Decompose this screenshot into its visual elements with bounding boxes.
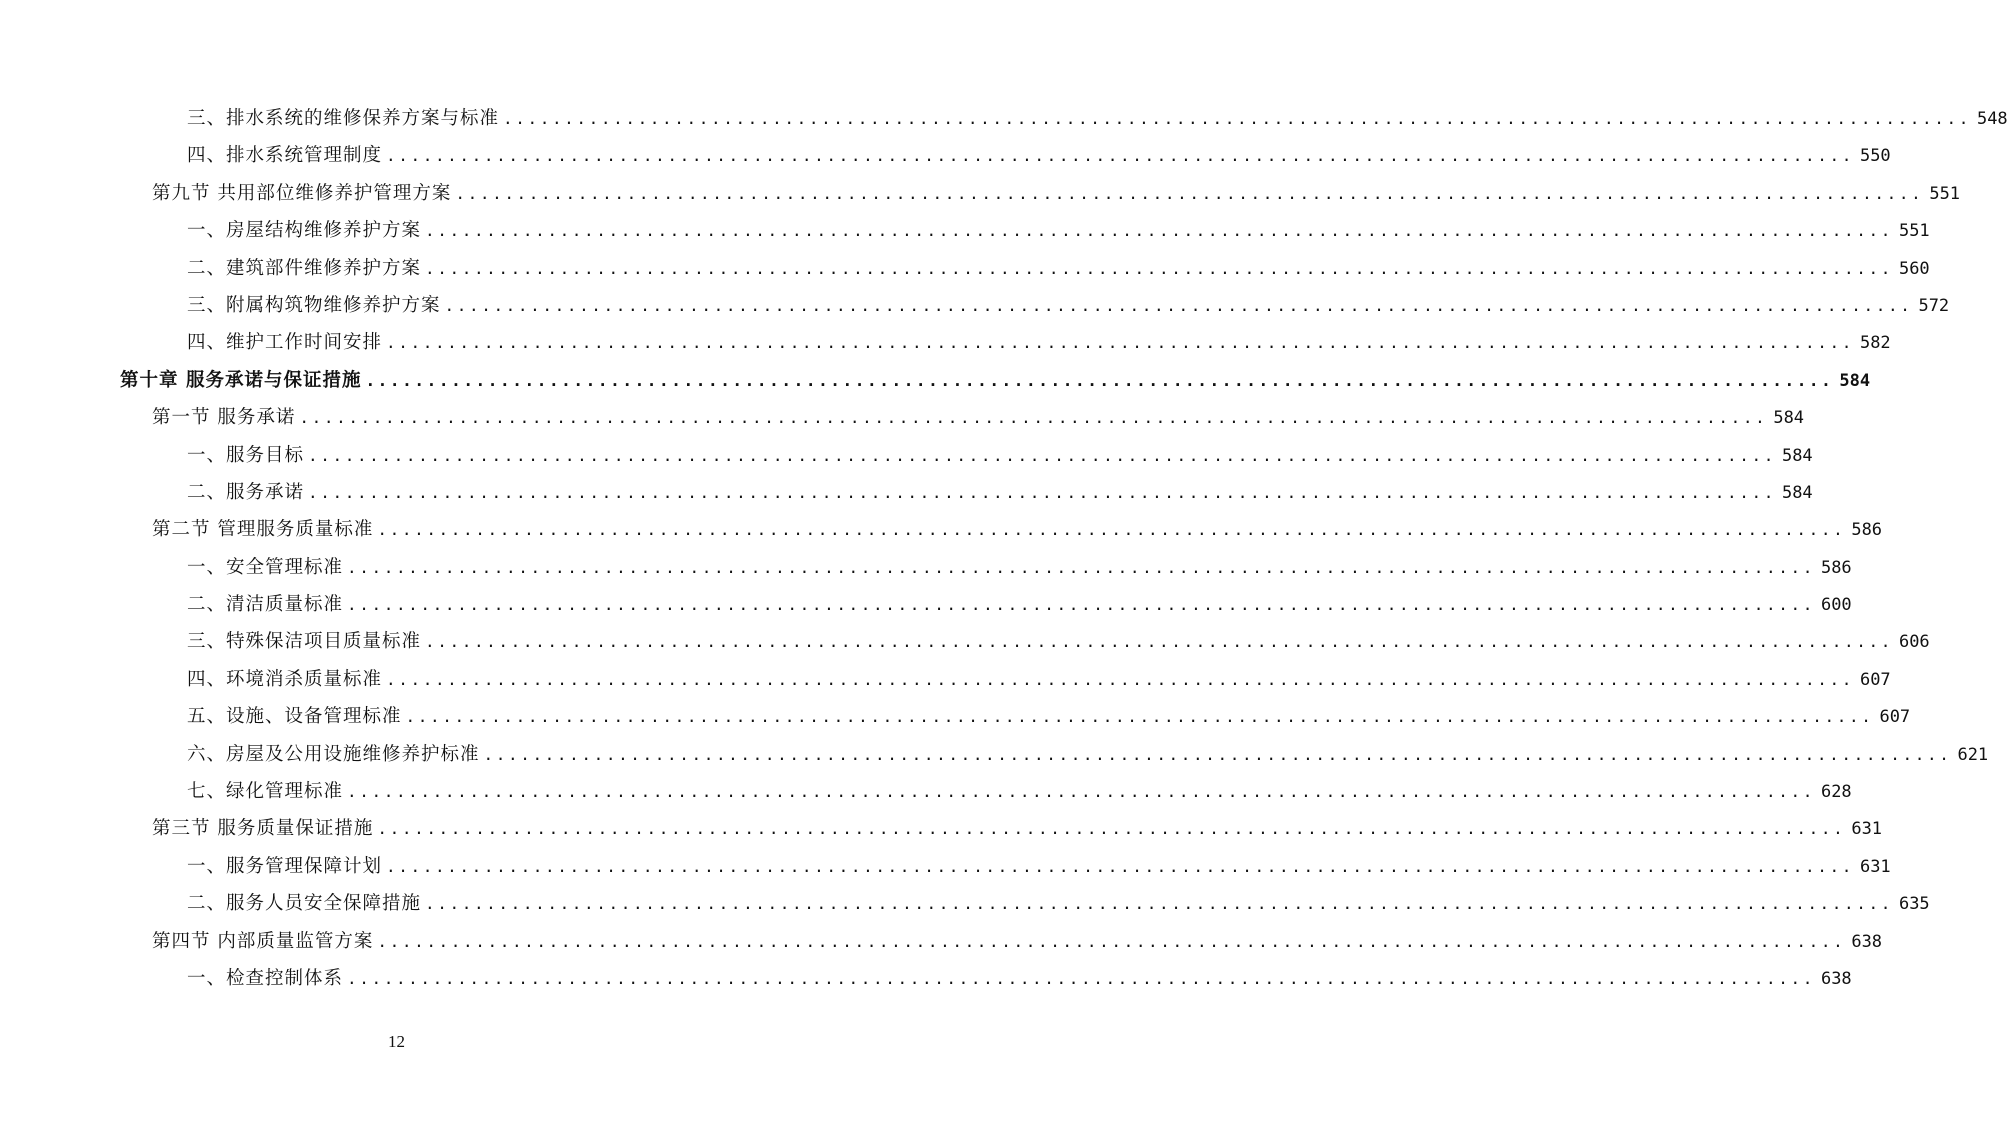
toc-dot-leader: ........................................................................................................................ bbox=[377, 931, 1846, 951]
toc-entry-page: 635 bbox=[1898, 894, 1930, 915]
toc-subsection-entry bbox=[0, 960, 1852, 997]
toc-entry-line bbox=[187, 698, 1911, 735]
toc-entry-title: 第二节 管理服务质量标准 bbox=[152, 519, 374, 541]
toc-entry-page: 584 bbox=[1781, 482, 1813, 503]
toc-entry-line bbox=[187, 586, 1852, 623]
toc-entry-line bbox=[187, 549, 1852, 586]
toc-subsection-entry bbox=[0, 586, 1852, 623]
toc-subsection-entry bbox=[0, 773, 1852, 810]
toc-dot-leader: ........................................................................................................................ bbox=[377, 819, 1846, 839]
toc-entry-title: 第四节 内部质量监管方案 bbox=[152, 930, 374, 952]
toc-entry-line bbox=[187, 100, 2008, 137]
toc-dot-leader: ........................................................................................................................ bbox=[299, 408, 1768, 428]
toc-entry-page: 550 bbox=[1859, 146, 1891, 167]
toc-entry-page: 572 bbox=[1918, 295, 1950, 316]
toc-subsection-entry bbox=[0, 661, 1891, 698]
toc-entry-line bbox=[187, 287, 1950, 324]
toc-dot-leader: ........................................................................................................................ bbox=[425, 894, 1893, 914]
toc-entry-title: 第十章 服务承诺与保证措施 bbox=[120, 369, 362, 391]
toc-entry-title: 三、特殊保洁项目质量标准 bbox=[187, 631, 422, 653]
toc-entry-line bbox=[152, 511, 1883, 548]
toc-entry-page: 638 bbox=[1820, 968, 1852, 989]
toc-entry-title: 一、服务目标 bbox=[187, 444, 305, 466]
toc-section-entry bbox=[0, 399, 1805, 436]
toc-dot-leader: ........................................................................................................................ bbox=[483, 744, 1952, 764]
toc-subsection-entry bbox=[0, 885, 1930, 922]
toc-section-entry bbox=[0, 810, 1883, 847]
toc-entry-title: 五、设施、设备管理标准 bbox=[187, 706, 402, 728]
toc-subsection-entry bbox=[0, 287, 1950, 324]
toc-entry-page: 606 bbox=[1898, 632, 1930, 653]
toc-dot-leader: ........................................................................................................................ bbox=[347, 595, 1815, 615]
toc-subsection-entry bbox=[0, 250, 1930, 287]
toc-entry-title: 二、建筑部件维修养护方案 bbox=[187, 257, 422, 279]
toc-entry-title: 第三节 服务质量保证措施 bbox=[152, 818, 374, 840]
toc-entry-title: 六、房屋及公用设施维修养护标准 bbox=[187, 743, 480, 765]
toc-dot-leader: ........................................................................................................................ bbox=[386, 333, 1854, 353]
toc-subsection-entry bbox=[0, 848, 1891, 885]
toc-entry-page: 631 bbox=[1851, 819, 1883, 840]
toc-entry-line bbox=[187, 474, 1813, 511]
toc-entry-line bbox=[187, 848, 1891, 885]
toc-entry-line bbox=[187, 250, 1930, 287]
toc-dot-leader: ........................................................................................................................ bbox=[308, 445, 1776, 465]
toc-entry-line bbox=[187, 661, 1891, 698]
toc-dot-leader: ........................................................................................................................ bbox=[425, 258, 1893, 278]
toc-dot-leader: ........................................................................................................................ bbox=[347, 782, 1815, 802]
toc-subsection-entry bbox=[0, 100, 2008, 137]
toc-entry-title: 三、附属构筑物维修养护方案 bbox=[187, 294, 441, 316]
toc-entry-title: 四、环境消杀质量标准 bbox=[187, 668, 383, 690]
toc-subsection-entry bbox=[0, 137, 1891, 174]
toc-subsection-entry bbox=[0, 623, 1930, 660]
toc-subsection-entry bbox=[0, 437, 1813, 474]
toc-dot-leader: ........................................................................................................................ bbox=[425, 632, 1893, 652]
toc-entry-page: 607 bbox=[1859, 669, 1891, 690]
toc-entry-title: 一、安全管理标准 bbox=[187, 556, 344, 578]
toc-dot-leader: ........................................................................................................................ bbox=[503, 109, 1971, 128]
toc-dot-leader: ........................................................................................................................ bbox=[377, 520, 1846, 540]
toc-entry-page: 586 bbox=[1820, 557, 1852, 578]
toc-entry-page: 584 bbox=[1781, 445, 1813, 466]
toc-subsection-entry bbox=[0, 549, 1852, 586]
toc-entry-line bbox=[187, 324, 1891, 361]
toc-subsection-entry bbox=[0, 698, 1911, 735]
toc-entry-page: 600 bbox=[1820, 595, 1852, 616]
toc-dot-leader: ........................................................................................................................ bbox=[444, 295, 1913, 315]
toc-dot-leader: ........................................................................................................................ bbox=[386, 146, 1854, 166]
toc-entry-page: 548 bbox=[1976, 109, 2008, 129]
toc-entry-page: 586 bbox=[1851, 520, 1883, 541]
toc-entry-page: 621 bbox=[1957, 744, 1989, 765]
toc-entry-line bbox=[187, 736, 1989, 773]
toc-dot-leader: ........................................................................................................................ bbox=[365, 370, 1834, 390]
toc-entry-page: 582 bbox=[1859, 333, 1891, 354]
toc-entry-line bbox=[187, 960, 1852, 997]
toc-entry-title: 二、服务承诺 bbox=[187, 481, 305, 503]
toc-entry-line bbox=[187, 623, 1930, 660]
toc-subsection-entry bbox=[0, 212, 1930, 249]
toc-entry-line bbox=[152, 399, 1805, 436]
toc-subsection-entry bbox=[0, 736, 1989, 773]
toc-entry-line bbox=[187, 885, 1930, 922]
toc-section-entry bbox=[0, 923, 1883, 960]
toc-entry-title: 三、排水系统的维修保养方案与标准 bbox=[187, 108, 500, 129]
toc-entry-page: 551 bbox=[1898, 221, 1930, 242]
toc-dot-leader: ........................................................................................................................ bbox=[425, 221, 1893, 241]
toc-entry-title: 一、服务管理保障计划 bbox=[187, 855, 383, 877]
toc-entry-line bbox=[152, 810, 1883, 847]
toc-entry-line bbox=[187, 773, 1852, 810]
toc-section-entry bbox=[0, 511, 1883, 548]
toc-entry-line bbox=[120, 362, 1871, 399]
page-number: 12 bbox=[388, 1032, 405, 1051]
toc-entry-line bbox=[187, 137, 1891, 174]
toc-subsection-entry bbox=[0, 324, 1891, 361]
toc-entry-line bbox=[187, 212, 1930, 249]
toc-entry-page: 584 bbox=[1839, 370, 1871, 391]
toc-entry-title: 一、房屋结构维修养护方案 bbox=[187, 220, 422, 242]
toc-dot-leader: ........................................................................................................................ bbox=[308, 482, 1776, 502]
toc-entry-page: 607 bbox=[1879, 707, 1911, 728]
toc-entry-line bbox=[152, 175, 1961, 212]
toc-dot-leader: ........................................................................................................................ bbox=[347, 968, 1815, 988]
toc-entry-page: 560 bbox=[1898, 258, 1930, 279]
toc-entry-title: 第九节 共用部位维修养护管理方案 bbox=[152, 182, 452, 204]
toc-entry-title: 四、维护工作时间安排 bbox=[187, 332, 383, 354]
toc-entry-title: 四、排水系统管理制度 bbox=[187, 145, 383, 167]
toc-entry-title: 第一节 服务承诺 bbox=[152, 407, 296, 429]
toc-entry-title: 七、绿化管理标准 bbox=[187, 781, 344, 803]
toc-entry-title: 二、清洁质量标准 bbox=[187, 594, 344, 616]
toc-dot-leader: ........................................................................................................................ bbox=[386, 669, 1854, 689]
toc-entry-line bbox=[152, 923, 1883, 960]
toc-entry-page: 631 bbox=[1859, 856, 1891, 877]
toc-entry-line bbox=[187, 437, 1813, 474]
toc-entry-page: 551 bbox=[1929, 183, 1961, 204]
toc-subsection-entry bbox=[0, 474, 1813, 511]
toc-dot-leader: ........................................................................................................................ bbox=[347, 557, 1815, 577]
toc-entry-page: 638 bbox=[1851, 931, 1883, 952]
table-of-contents bbox=[0, 100, 2008, 997]
toc-dot-leader: ........................................................................................................................ bbox=[455, 183, 1924, 203]
toc-entry-title: 一、检查控制体系 bbox=[187, 967, 344, 989]
toc-entry-page: 628 bbox=[1820, 782, 1852, 803]
toc-entry-page: 584 bbox=[1773, 408, 1805, 429]
toc-dot-leader: ........................................................................................................................ bbox=[405, 707, 1874, 727]
toc-chapter-entry bbox=[0, 362, 1871, 399]
toc-entry-title: 二、服务人员安全保障措施 bbox=[187, 893, 422, 915]
toc-section-entry bbox=[0, 175, 1961, 212]
toc-dot-leader: ........................................................................................................................ bbox=[386, 856, 1854, 876]
